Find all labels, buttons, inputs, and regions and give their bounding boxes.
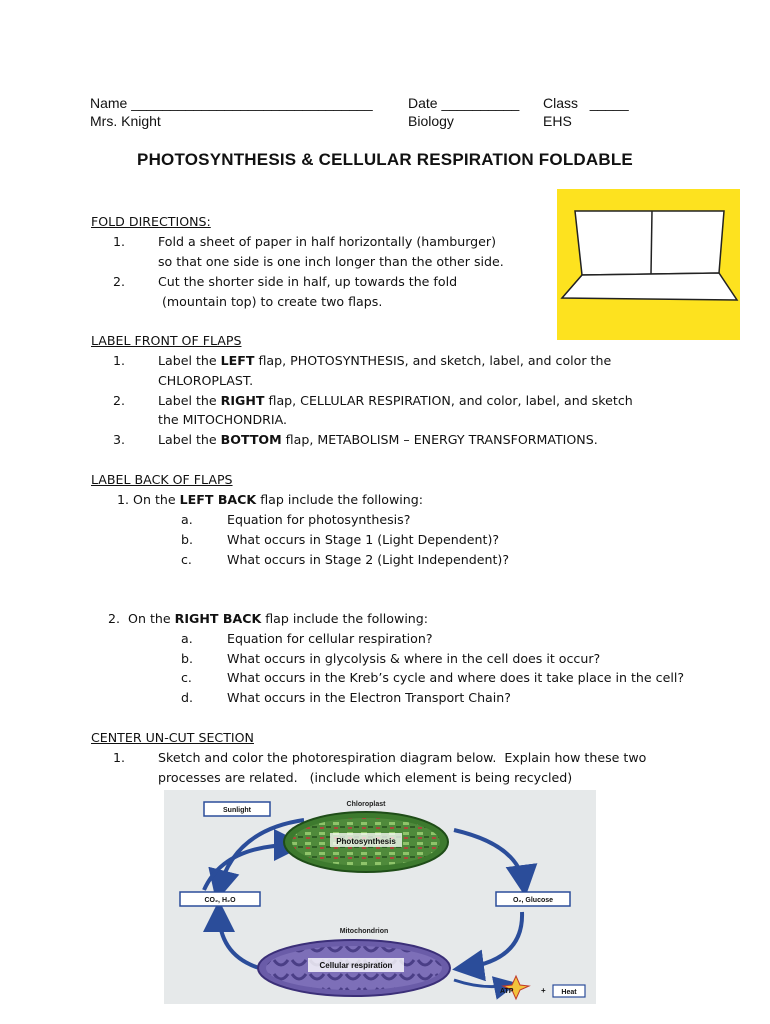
name-field-label: Name _______________________________ <box>90 95 373 111</box>
front-item-1-text: Label the LEFT flap, PHOTOSYNTHESIS, and sketch, label, and color the <box>158 353 612 368</box>
fold-item-1-line-1: Fold a sheet of paper in half horizontally (hamburger) <box>158 234 497 249</box>
photosynthesis-label: Photosynthesis <box>336 837 396 846</box>
front-item-1-number: 1. <box>113 353 126 368</box>
back-right-a-letter: a. <box>181 631 193 646</box>
teacher-name: Mrs. Knight <box>90 113 161 129</box>
front-item-2-number: 2. <box>113 393 126 408</box>
center-line-2: processes are related. (include which element is being recycled) <box>158 770 573 785</box>
foldable-image <box>557 189 740 340</box>
back-right-b-letter: b. <box>181 651 193 666</box>
center-line-1: Sketch and color the photorespiration diagram below. Explain how these two <box>158 750 647 765</box>
class-blank: _____ <box>589 95 629 111</box>
front-item-2-text: Label the RIGHT flap, CELLULAR RESPIRATION, and color, label, and sketch <box>158 393 633 408</box>
fold-item-2-line-1: Cut the shorter side in half, up towards the fold <box>158 274 458 289</box>
o2-glucose-label: O₂, Glucose <box>512 897 554 904</box>
back-right-intro: 2. On the RIGHT BACK flap include the following: <box>108 611 429 626</box>
mitochondrion-label: Mitochondrion <box>339 928 389 935</box>
fold-item-2-number: 2. <box>113 274 126 289</box>
cellular-respiration-label: Cellular respiration <box>319 961 393 970</box>
back-left-a-text: Equation for photosynthesis? <box>227 512 411 527</box>
center-section-heading: CENTER UN-CUT SECTION <box>91 730 254 745</box>
center-item-number: 1. <box>113 750 126 765</box>
atp-label: ATP <box>500 988 514 995</box>
fold-directions-heading: FOLD DIRECTIONS: <box>91 214 211 229</box>
label-back-heading: LABEL BACK OF FLAPS <box>91 472 233 487</box>
back-right-a-text: Equation for cellular respiration? <box>227 631 433 646</box>
back-left-intro: 1. On the LEFT BACK flap include the following: <box>117 492 423 507</box>
class-field-label <box>543 94 629 112</box>
back-left-a-letter: a. <box>181 512 193 527</box>
co2-h2o-label: CO₂, H₂O <box>204 897 236 904</box>
front-item-3-number: 3. <box>113 432 126 447</box>
back-left-b-letter: b. <box>181 532 193 547</box>
front-item-3-text: Label the BOTTOM flap, METABOLISM – ENERGY TRANSFORMATIONS. <box>158 432 598 447</box>
label-front-heading: LABEL FRONT OF FLAPS <box>91 333 242 348</box>
back-right-d-text: What occurs in the Electron Transport Chain? <box>227 690 511 705</box>
school-name: EHS <box>543 113 572 129</box>
back-left-c-text: What occurs in Stage 2 (Light Independent)? <box>227 552 510 567</box>
fold-item-1-line-2: so that one side is one inch longer than the other side. <box>158 254 504 269</box>
class-label: Class <box>543 95 579 111</box>
date-field-label: Date __________ <box>408 95 520 111</box>
subject-name: Biology <box>408 113 454 129</box>
back-left-b-text: What occurs in Stage 1 (Light Dependent)? <box>227 532 500 547</box>
front-item-2-line-2: the MITOCHONDRIA. <box>158 412 288 427</box>
sunlight-label: Sunlight <box>223 807 251 814</box>
fold-item-2-line-2: (mountain top) to create two flaps. <box>158 294 383 309</box>
plus-sign: + <box>541 986 546 995</box>
page-title: PHOTOSYNTHESIS & CELLULAR RESPIRATION FOLDABLE <box>137 150 633 169</box>
back-right-d-letter: d. <box>181 690 193 705</box>
photorespiration-diagram <box>164 790 596 1004</box>
heat-label: Heat <box>561 989 577 996</box>
back-right-c-text: What occurs in the Kreb’s cycle and where does it take place in the cell? <box>227 670 685 685</box>
back-left-c-letter: c. <box>181 552 192 567</box>
front-item-1-line-2: CHLOROPLAST. <box>158 373 254 388</box>
back-right-c-letter: c. <box>181 670 192 685</box>
back-right-b-text: What occurs in glycolysis & where in the cell does it occur? <box>227 651 601 666</box>
fold-item-1-number: 1. <box>113 234 126 249</box>
chloroplast-label: Chloroplast <box>346 801 386 808</box>
